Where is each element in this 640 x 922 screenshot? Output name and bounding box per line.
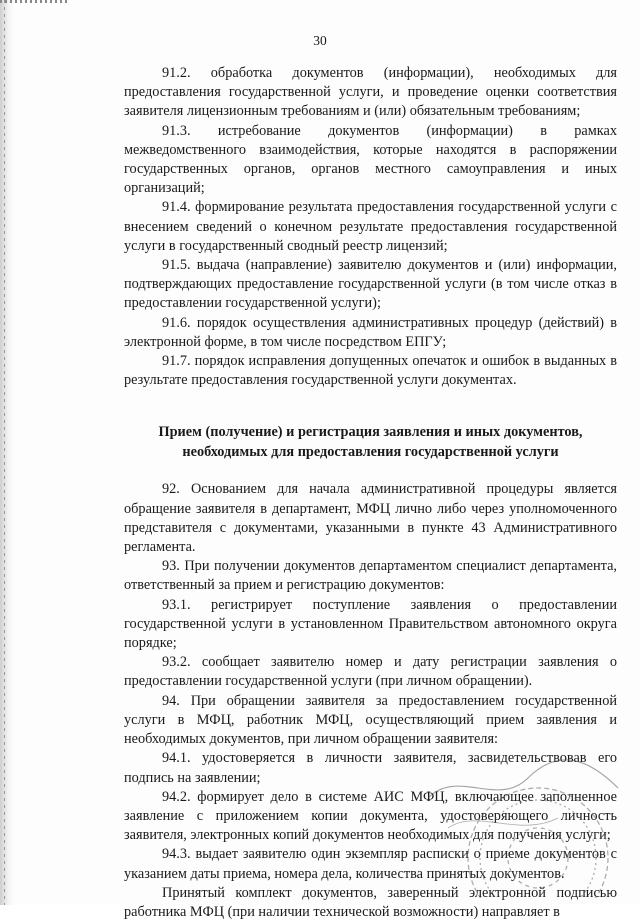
paragraph-94: 94. При обращении заявителя за предоставлением государственной услуги в МФЦ, работник МФЦ, осуществляющий прием заявления и необходимых документов, при личном обращении заявителя: [124,692,617,748]
scan-top-edge [0,0,70,3]
paragraph-93-1: 93.1. регистрирует поступление заявления о предоставлении государственной услуги в установленном Правительством автономного округа порядке; [124,596,617,652]
paragraph-94-1: 94.1. удостоверяется в личности заявителя, засвидетельствовав его подпись на заявлении; [124,750,617,786]
document-body [124,64,617,922]
section-heading: Прием (получение) и регистрация заявления и иных документов, необходимых для предоставления государственной услуги [158,424,583,460]
paragraph-92: 92. Основанием для начала административной процедуры является обращение заявителя в департамент, МФЦ лично либо через уполномоченного представителя с документами, указанными в пункте 43 Административного регламента. [124,481,617,556]
paragraph-94-2: 94.2. формирует дело в системе АИС МФЦ, включающее заполненное заявление с приложением копии документа, удостоверяющего личность заявителя, электронных копий документов необходимых для получения услуги; [124,788,617,844]
paragraph-91-2: 91.2. обработка документов (информации), необходимых для предоставления государственной услуги, и проведение оценки соответствия заявителя лицензионным требованиям и (или) обязательным требованиям; [124,65,617,120]
paragraph-91-5: 91.5. выдача (направление) заявителю документов и (или) информации, подтверждающих предоставление государственной услуги (в том числе отказ в предоставлении государственной услуги); [124,257,617,312]
paragraph-91-7: 91.7. порядок исправления допущенных опечаток и ошибок в выданных в результате предоставления государственной услуги документах. [124,353,617,389]
paragraph-93: 93. При получении документов департаментом специалист департамента, ответственный за прием и регистрацию документов: [124,558,617,594]
paragraph-93-2: 93.2. сообщает заявителю номер и дату регистрации заявления о предоставлении государственной услуги (при личном обращении). [124,654,617,690]
paragraph-91-3: 91.3. истребование документов (информации) в рамках межведомственного взаимодействия, которые находятся в распоряжении государственных органов, органов местного самоуправления и иных организаций; [124,122,617,197]
paragraph-accepted-documents: Принятый комплект документов, заверенный электронной подписью работника МФЦ (при наличии технической возможности) направляет в [124,884,617,920]
page-number: 30 [313,33,327,48]
paragraph-94-3: 94.3. выдает заявителю один экземпляр расписки о приеме документов с указанием даты приема, номера дела, количества принятых документов. [124,846,617,882]
paragraph-91-4: 91.4. формирование результата предоставления государственной услуги с внесением сведений о конечном результате предоставления государственной услуги в государственный сводный реестр лицензий; [124,199,617,254]
paragraph-91-6: 91.6. порядок осуществления административных процедур (действий) в электронной форме, в том числе посредством ЕПГУ; [124,314,617,350]
scan-left-edge [0,0,14,905]
